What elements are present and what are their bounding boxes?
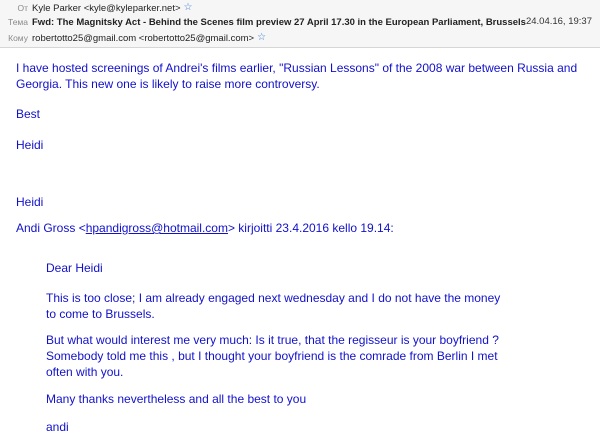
body-line-1: I have hosted screenings of Andrei's films earlier, "Russian Lessons" of the 2008 war between Russia and (16, 61, 578, 75)
body-line-2: Georgia. This new one is likely to raise more controversy. (16, 77, 320, 91)
quoted-thanks: Many thanks nevertheless and all the best to you (46, 392, 307, 406)
subject-value: Fwd: The Magnitsky Act - Behind the Scenes film preview 27 April 17.30 in the European Parliament, Brussels (32, 17, 526, 28)
to-value[interactable]: robertotto25@gmail.com <robertotto25@gmail.com> (32, 33, 255, 44)
subject-label: Тема (7, 17, 28, 27)
from-value[interactable]: Kyle Parker <kyle@kyleparker.net> (32, 3, 181, 14)
quote-attribution (16, 220, 394, 236)
subject-row (0, 14, 526, 30)
quote-post: > kirjoitti 23.4.2016 kello 19.14: (227, 221, 394, 235)
message-body (0, 48, 600, 440)
quoted-p2-line2: Somebody told me this , but I thought your boyfriend is the comrade from Berlin I met (46, 349, 498, 363)
heidi-signature-2: Heidi (16, 195, 44, 209)
quoted-p2-line1: But what would interest me very much: Is it true, that the regisseur is your boyfriend ? (46, 333, 499, 347)
heidi-signature-1: Heidi (16, 138, 44, 152)
star-icon[interactable]: ☆ (257, 32, 267, 43)
message-header (0, 0, 600, 48)
quoted-p1-line2: to come to Brussels. (46, 307, 155, 321)
quoted-p2-line3: often with you. (46, 365, 124, 379)
to-label: Кому (8, 33, 28, 43)
from-label: От (17, 3, 28, 13)
quoted-greeting: Dear Heidi (46, 261, 103, 275)
quote-pre: Andi Gross < (16, 221, 86, 235)
to-row (0, 30, 266, 46)
star-icon[interactable]: ☆ (183, 2, 193, 13)
email-link[interactable]: hpandigross@hotmail.com (85, 221, 228, 235)
quoted-signoff: andi (46, 420, 69, 434)
quoted-p1-line1: This is too close; I am already engaged next wednesday and I do not have the money (46, 291, 501, 305)
best-text: Best (16, 107, 41, 121)
message-date: 24.04.16, 19:37 (525, 16, 592, 27)
